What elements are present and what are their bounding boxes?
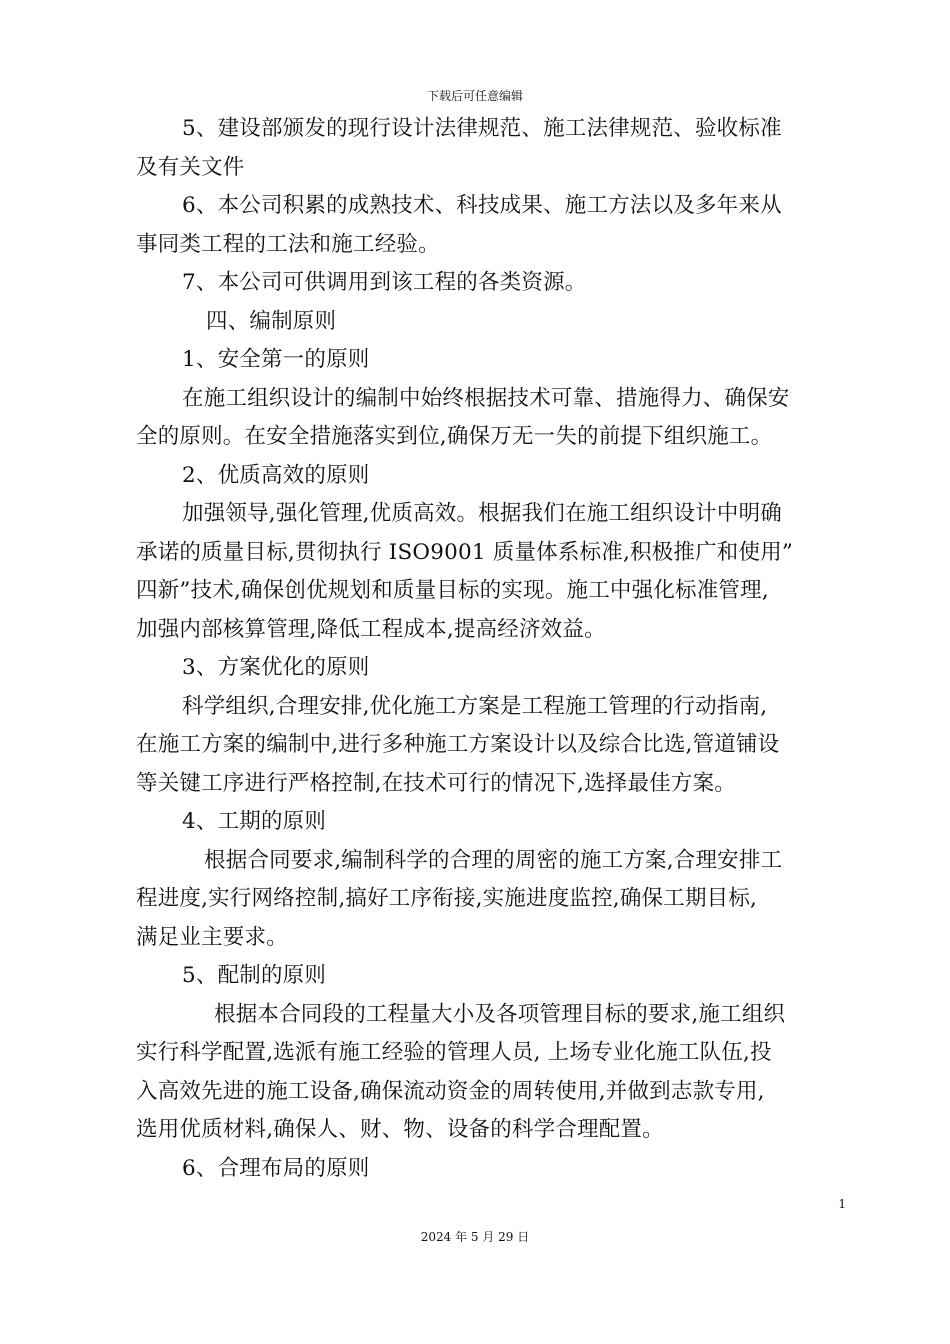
text-line: 选用优质材料,确保人、财、物、设备的科学合理配置。	[136, 1117, 664, 1142]
subsection-heading: 3、方案优化的原则	[182, 655, 370, 680]
text-line: 满足业主要求。	[136, 924, 288, 950]
subsection-heading: 5、配制的原则	[182, 963, 327, 988]
document-body	[136, 110, 842, 1188]
text-line: 在施工组织设计的编制中始终根据技术可靠、措施得力、确保安	[182, 385, 790, 411]
text-line: 科学组织,合理安排,优化施工方案是工程施工管理的行动指南,	[182, 693, 768, 719]
text-line: 入高效先进的施工设备,确保流动资金的周转使用,并做到志款专用,	[136, 1078, 765, 1104]
text-line: 实行科学配置,选派有施工经验的管理人员, 上场专业化施工队伍,投	[136, 1040, 772, 1065]
text-line: 事同类工程的工法和施工经验。	[136, 231, 440, 257]
text-line: 四新”技术,确保创优规划和质量目标的实现。施工中强化标准管理,	[136, 578, 769, 603]
text-line: 在施工方案的编制中,进行多种施工方案设计以及综合比选,管道铺设	[136, 732, 780, 757]
text-line: 及有关文件	[136, 154, 245, 180]
section-heading: 四、编制原则	[206, 308, 337, 334]
text-line: 根据合同要求,编制科学的合理的周密的施工方案,合理安排工	[204, 847, 783, 873]
text-line: 6、本公司积累的成熟技术、科技成果、施工方法以及多年来从	[182, 193, 782, 218]
text-line: 全的原则。在安全措施落实到位,确保万无一失的前提下组织施工。	[136, 424, 773, 449]
page-footer-date: 2024 年 5 月 29 日	[420, 1230, 530, 1244]
subsection-heading: 4、工期的原则	[182, 809, 327, 834]
subsection-heading: 1、安全第一的原则	[182, 347, 370, 372]
text-line: 5、建设部颁发的现行设计法律规范、施工法律规范、验收标准	[182, 116, 782, 141]
text-line: 根据本合同段的工程量大小及各项管理目标的要求,施工组织	[214, 1001, 786, 1027]
text-line: 程进度,实行网络控制,搞好工序衔接,实施进度监控,确保工期目标,	[136, 886, 758, 911]
subsection-heading: 2、优质高效的原则	[182, 462, 370, 488]
text-line: 7、本公司可供调用到该工程的各类资源。	[182, 270, 587, 295]
text-line: 加强领导,强化管理,优质高效。根据我们在施工组织设计中明确	[182, 501, 782, 526]
text-line: 加强内部核算管理,降低工程成本,提高经济效益。	[136, 616, 606, 642]
text-line: 等关键工序进行严格控制,在技术可行的情况下,选择最佳方案。	[136, 770, 736, 796]
page-number: 1	[838, 1197, 846, 1211]
page-header: 下载后可任意编辑	[426, 89, 523, 103]
text-line: 承诺的质量目标,贯彻执行 ISO9001 质量体系标准,积极推广和使用”	[136, 539, 794, 565]
subsection-heading: 6、合理布局的原则	[182, 1155, 370, 1181]
